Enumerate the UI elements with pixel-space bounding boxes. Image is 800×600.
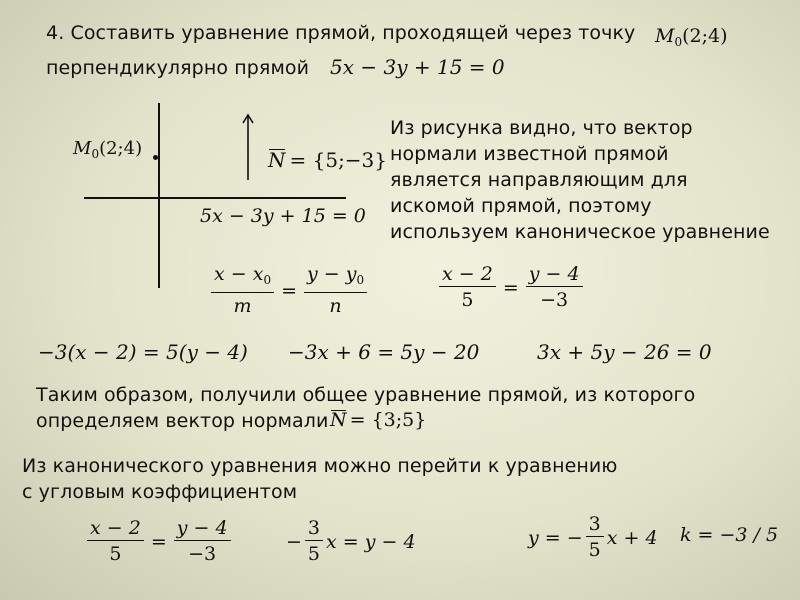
fraction (586, 512, 604, 563)
axis-horizontal (84, 197, 346, 199)
title-text: 4. Составить уравнение прямой, проходящей через точку (46, 22, 636, 44)
step-2-equation: −3x + 6 = 5y − 20 (288, 340, 480, 364)
title-point-coords: (2;4) (682, 25, 728, 47)
title-point-sub: 0 (674, 35, 683, 49)
slope-f1-num-left: x − 2 (87, 516, 144, 541)
diagram-line-label: 5x − 3y + 15 = 0 (200, 205, 366, 227)
canonical-specific-equation (436, 262, 586, 313)
slope-f3-lhs: y = − (528, 526, 583, 549)
slope-intro-line-2: с угловым коэффициентом (22, 481, 298, 503)
point-m0 (153, 155, 158, 160)
slope-f2-rest: x = y − 4 (326, 530, 416, 553)
explanation-line-2: нормали известной прямой (390, 143, 669, 165)
step-1-equation: −3(x − 2) = 5(y − 4) (38, 340, 248, 364)
diagram-point-name: M (73, 138, 92, 159)
fraction-right (304, 262, 367, 319)
fraction-left (87, 516, 144, 567)
title-line-2: перпендикулярно прямой (46, 57, 310, 79)
slope-f3-den: 5 (588, 539, 601, 561)
canon-num-left: x − x (214, 263, 264, 285)
diagram-normal (268, 148, 387, 172)
canon-equals: = (281, 279, 297, 302)
title-point-label: M (655, 25, 675, 47)
explanation-line-4: искомой прямой, поэтому (390, 195, 652, 217)
slope-equation-1 (84, 516, 234, 567)
specific-equals: = (502, 276, 519, 299)
explanation (390, 115, 770, 245)
conclusion-normal-value: = {3;5} (349, 409, 427, 431)
step-3-equation: 3x + 5y − 26 = 0 (537, 340, 712, 364)
normal-vector-arrow (240, 112, 256, 182)
title-point (655, 25, 728, 49)
slope-equation-2 (286, 516, 416, 567)
canon-num-left-sub: 0 (263, 273, 272, 287)
fraction-right (174, 516, 231, 567)
canonical-general-equation (208, 262, 370, 319)
slope-f2-minus: − (286, 530, 302, 553)
fraction-left (439, 262, 496, 313)
slope-f2-num: 3 (305, 516, 323, 541)
diagram-normal-label: N (268, 148, 286, 172)
canon-den-left: m (233, 295, 252, 317)
title-line-1 (46, 22, 635, 44)
conclusion-normal (330, 409, 426, 431)
canon-num-right: y − y (307, 263, 357, 285)
diagram-point-coords: (2;4) (99, 138, 143, 159)
slope-intro-line-1: Из канонического уравнения можно перейти к уравнению (22, 455, 618, 477)
diagram-normal-value: = {5;−3} (289, 148, 388, 172)
title-line-equation: 5x − 3y + 15 = 0 (330, 55, 505, 79)
explanation-line-3: является направляющим для (390, 169, 688, 191)
slope-f3-num: 3 (586, 512, 604, 537)
diagram-point-label (73, 138, 142, 161)
slope-equation-3 (528, 512, 658, 563)
canon-num-right-sub: 0 (356, 273, 365, 287)
slope-f1-den-left: 5 (109, 543, 122, 565)
fraction-left (211, 262, 274, 319)
slope-f1-num-right: y − 4 (174, 516, 231, 541)
specific-den-right: −3 (540, 289, 569, 311)
conclusion-line-1: Таким образом, получили общее уравнение прямой, из которого (36, 384, 696, 406)
axis-vertical (158, 103, 160, 288)
canon-den-right: n (329, 295, 342, 317)
specific-num-left: x − 2 (439, 262, 496, 287)
fraction-right (526, 262, 583, 313)
slope-coefficient: k = −3 / 5 (680, 524, 779, 546)
specific-num-right: y − 4 (526, 262, 583, 287)
fraction (305, 516, 323, 567)
slope-f3-rest: x + 4 (606, 526, 658, 549)
slope-f1-equals: = (150, 530, 167, 553)
slope-f1-den-right: −3 (188, 543, 217, 565)
explanation-line-5: используем каноническое уравнение (390, 221, 770, 243)
diagram-point-sub: 0 (91, 147, 100, 161)
slope-f2-den: 5 (307, 543, 321, 565)
conclusion-normal-label: N (330, 409, 347, 431)
explanation-line-1: Из рисунка видно, что вектор (390, 117, 693, 139)
specific-den-left: 5 (461, 289, 474, 311)
conclusion-line-2: определяем вектор нормали (36, 410, 329, 432)
